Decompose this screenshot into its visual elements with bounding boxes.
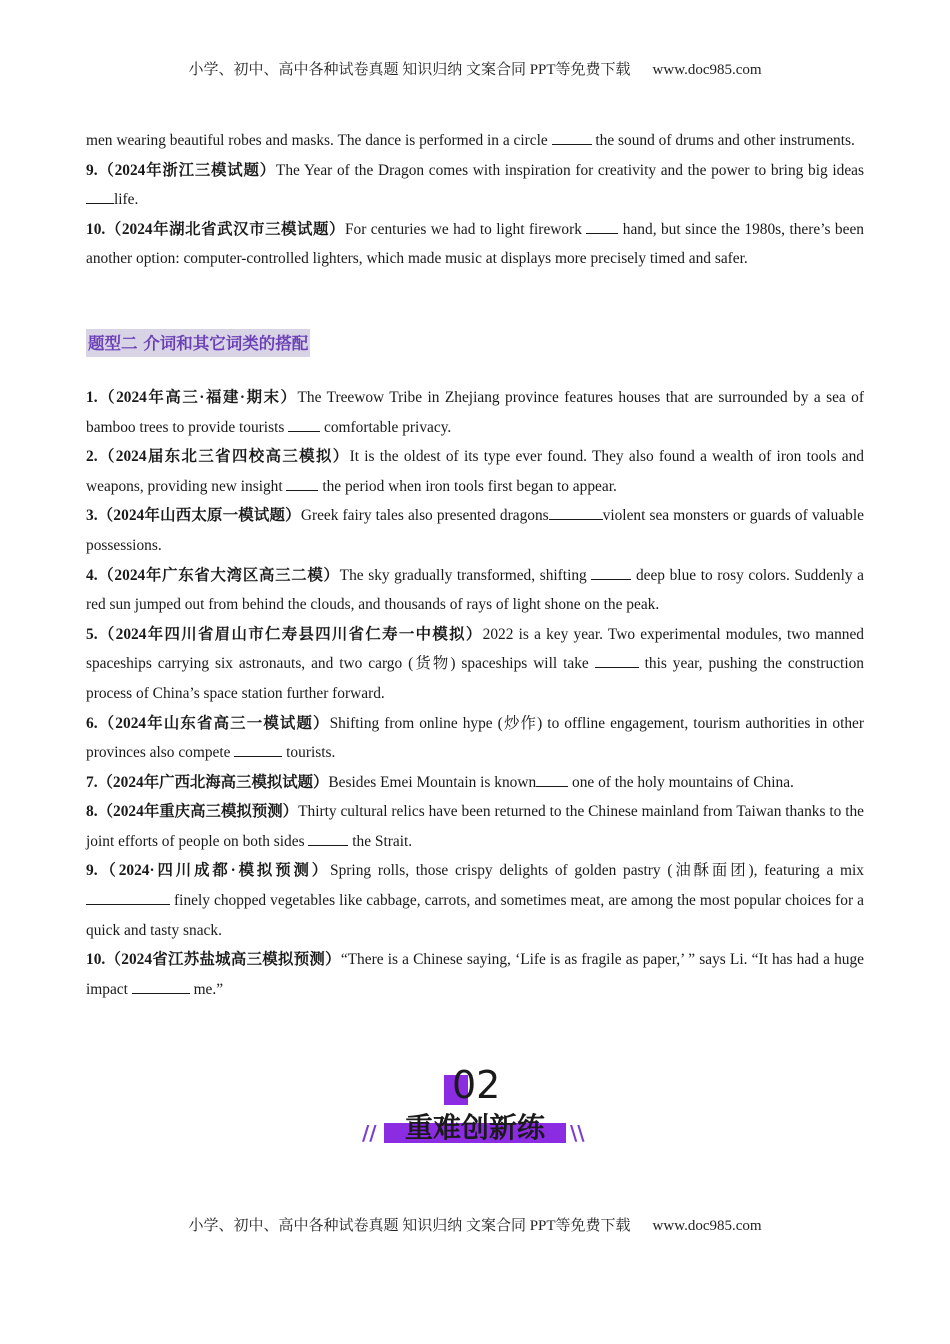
question-item: 8.（2024年重庆高三模拟预测）Thirty cultural relics have been returned to the Chinese mainland from Taiwan thanks to the joint efforts of people on both sides the Strait. [86, 803, 865, 850]
question-source: 1.（2024年高三·福建·期末） [86, 388, 298, 406]
section-title: 题型二 介词和其它词类的搭配 [86, 329, 310, 357]
section-badge [362, 1063, 588, 1153]
badge-right-mark: \\ [570, 1121, 585, 1145]
question-source: 5.（2024年四川省眉山市仁寿县四川省仁寿一中模拟） [86, 625, 483, 643]
question-source: 9.（2024年浙江三模试题） [86, 161, 276, 179]
footer-url[interactable]: www.doc985.com [652, 1218, 762, 1234]
footer-text: 小学、初中、高中各种试卷真题 知识归纳 文案合同 PPT等免费下载 [188, 1218, 631, 1234]
continuation-text: men wearing beautiful robes and masks. The dance is performed in a circle the sound of drums and other instruments. [86, 126, 864, 156]
answer-blank [591, 563, 631, 580]
answer-blank [132, 977, 190, 994]
answer-blank [308, 829, 348, 846]
answer-blank [234, 740, 282, 757]
answer-blank [536, 770, 568, 787]
question-source: 8.（2024年重庆高三模拟预测） [86, 803, 299, 821]
question-source: 2.（2024届东北三省四校高三模拟） [86, 448, 350, 466]
question-item: 7.（2024年广西北海高三模拟试题）Besides Emei Mountain is known one of the holy mountains of China. [86, 768, 864, 798]
badge-number: 02 [452, 1063, 501, 1107]
page-header [0, 58, 950, 79]
badge-left-mark: // [362, 1121, 377, 1145]
answer-blank [288, 415, 320, 432]
question-source: 10.（2024年湖北省武汉市三模试题） [86, 220, 345, 238]
header-url[interactable]: www.doc985.com [652, 62, 762, 78]
question-source: 3.（2024年山西太原一模试题） [86, 507, 301, 525]
page-footer [0, 1214, 950, 1235]
question-item: 5.（2024年四川省眉山市仁寿县四川省仁寿一中模拟）2022 is a key year. Two experimental modules, two manned spaceships carrying six astronauts, and two cargo (货物) spaceships will take this year, pushing the construction process of China’s space station further forward. [86, 625, 864, 702]
answer-blank [595, 651, 639, 668]
question-source: 7.（2024年广西北海高三模拟试题） [86, 773, 329, 791]
question-source: 6.（2024年山东省高三一模试题） [86, 714, 330, 732]
question-item: 6.（2024年山东省高三一模试题）Shifting from online hype (炒作) to offline engagement, tourism authorities in other provinces also compete tourists. [86, 714, 864, 762]
question-source: 4.（2024年广东省大湾区高三二模） [86, 566, 340, 584]
question-item: 9.（2024年浙江三模试题）The Year of the Dragon comes with inspiration for creativity and the power to bring big ideas life. [86, 161, 864, 209]
header-text: 小学、初中、高中各种试卷真题 知识归纳 文案合同 PPT等免费下载 [188, 62, 631, 78]
question-item: 10.（2024年湖北省武汉市三模试题）For centuries we had to light firework hand, but since the 1980s, there’s been another option: computer-controlled lighters, which made music at displays more precisely timed and safer. [86, 215, 864, 274]
document-body [86, 126, 864, 1004]
question-source: 9.（2024·四川成都·模拟预测） [86, 862, 331, 880]
answer-blank [586, 217, 618, 234]
question-item: 2.（2024届东北三省四校高三模拟）It is the oldest of its type ever found. They also found a wealth of iron tools and weapons, providing new insight the period when iron tools first began to appear. [86, 448, 865, 495]
question-item: 10.（2024省江苏盐城高三模拟预测）“There is a Chinese saying, ‘Life is as fragile as paper,’ ” says Li. “It has had a huge impact me.” [86, 951, 864, 998]
answer-blank [549, 503, 603, 520]
question-item: 1.（2024年高三·福建·期末）The Treewow Tribe in Zhejiang province features houses that are surrounded by a sea of bamboo trees to provide tourists comfortable privacy. [86, 388, 864, 436]
question-item: 3.（2024年山西太原一模试题）Greek fairy tales also presented dragons violent sea monsters or guards of valuable possessions. [86, 501, 864, 560]
answer-blank [552, 128, 592, 145]
question-item: 4.（2024年广东省大湾区高三二模）The sky gradually transformed, shifting deep blue to rosy colors. Suddenly a red sun jumped out from behind the clouds, and thousands of rays of light shone on the peak. [86, 561, 864, 620]
answer-blank [286, 474, 318, 491]
badge-title: 重难创新练 [404, 1111, 545, 1144]
answer-blank [86, 187, 114, 204]
question-item: 9.（2024·四川成都·模拟预测）Spring rolls, those crispy delights of golden pastry (油酥面团), featuring a mix finely chopped vegetables like cabbage, carrots, and sometimes meat, are among the most popular choices for a quick and tasty snack. [86, 862, 864, 939]
question-source: 10.（2024省江苏盐城高三模拟预测） [86, 951, 341, 969]
answer-blank [86, 888, 170, 905]
